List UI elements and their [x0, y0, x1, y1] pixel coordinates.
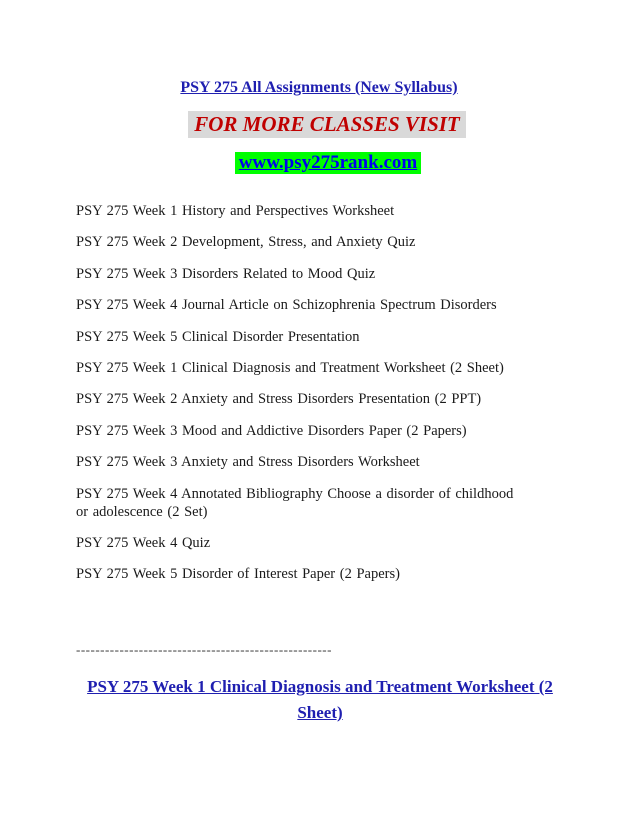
- list-item: PSY 275 Week 4 Quiz: [76, 534, 211, 551]
- list-item: PSY 275 Week 3 Disorders Related to Mood Quiz: [76, 265, 376, 282]
- title-link[interactable]: [0, 79, 638, 97]
- list-item: PSY 275 Week 2 Anxiety and Stress Disorders Presentation (2 PPT): [76, 391, 482, 408]
- list-item: PSY 275 Week 5 Clinical Disorder Presentation: [76, 328, 360, 345]
- list-item: PSY 275 Week 4 Journal Article on Schizophrenia Spectrum Disorders: [76, 297, 497, 314]
- divider: -----------------------------------------------------: [76, 642, 332, 657]
- list-item: PSY 275 Week 1 History and Perspectives Worksheet: [76, 203, 395, 219]
- website-link[interactable]: [0, 152, 638, 174]
- list-item: PSY 275 Week 3 Anxiety and Stress Disorders Worksheet: [76, 454, 420, 471]
- list-item: PSY 275 Week 1 Clinical Diagnosis and Treatment Worksheet (2 Sheet): [76, 359, 504, 376]
- website-text[interactable]: www.psy275rank.com: [235, 152, 421, 174]
- list-item: PSY 275 Week 2 Development, Stress, and Anxiety Quiz: [76, 234, 416, 251]
- list-item: PSY 275 Week 5 Disorder of Interest Paper (2 Papers): [76, 566, 400, 583]
- promo-text: FOR MORE CLASSES VISIT: [188, 111, 466, 138]
- list-item: PSY 275 Week 4 Annotated Bibliography Choose a disorder of childhood or adolescence (2 Set): [76, 485, 514, 520]
- promo-banner: [0, 111, 638, 138]
- title-text[interactable]: PSY 275 All Assignments (New Syllabus): [180, 79, 458, 96]
- assignment-list: [76, 202, 576, 597]
- section-heading-text[interactable]: PSY 275 Week 1 Clinical Diagnosis and Treatment Worksheet (2 Sheet): [87, 677, 553, 722]
- section-heading-link[interactable]: [80, 674, 560, 726]
- list-item: PSY 275 Week 3 Mood and Addictive Disorders Paper (2 Papers): [76, 422, 467, 439]
